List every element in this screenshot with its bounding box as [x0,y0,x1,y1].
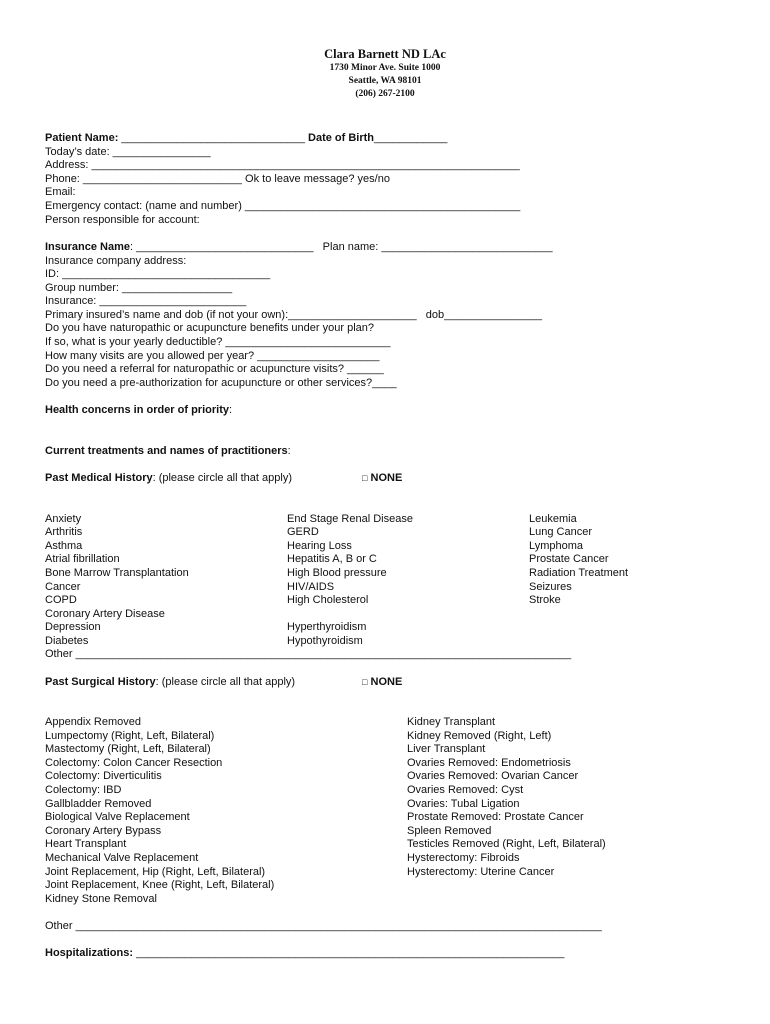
health-concerns-heading: Health concerns in order of priority: [45,404,233,416]
psh-col2-item[interactable]: Hysterectomy: Uterine Cancer [407,866,555,878]
dob-label: Date of Birth [308,132,375,144]
referral-question[interactable]: Do you need a referral for naturopathic or acupuncture visits? ______ [45,363,384,375]
psh-none-label: NONE [370,676,403,688]
pmh-col3-item[interactable]: Leukemia [529,513,577,525]
preauth-question[interactable]: Do you need a pre-authorization for acupuncture or other services?____ [45,377,397,389]
psh-col1-item[interactable]: Kidney Stone Removal [45,893,157,905]
psh-col1-item[interactable]: Colectomy: Colon Cancer Resection [45,757,223,769]
pmh-none-label: NONE [370,472,403,484]
psh-col1-item[interactable]: Joint Replacement, Knee (Right, Left, Bilateral) [45,879,275,891]
pmh-hint: : (please circle all that apply) [152,472,292,484]
pmh-col2-item[interactable]: Hearing Loss [287,540,352,552]
hospitalizations-label: Hospitalizations: [45,947,134,959]
pmh-col2-item[interactable]: High Cholesterol [287,594,369,606]
pmh-col3-item[interactable]: Stroke [529,594,561,606]
psh-col1-item[interactable]: Mastectomy (Right, Left, Bilateral) [45,743,211,755]
psh-col2-item[interactable]: Prostate Removed: Prostate Cancer [407,811,584,823]
pmh-col3-item[interactable]: Lung Cancer [529,526,592,538]
pmh-col3-item[interactable]: Radiation Treatment [529,567,629,579]
psh-col1-item[interactable]: Colectomy: IBD [45,784,122,796]
pmh-col2-item[interactable]: Hyperthyroidism [287,621,367,633]
hospitalizations-line[interactable] [45,947,564,961]
psh-col2-item[interactable]: Ovaries Removed: Endometriosis [407,757,571,769]
pmh-col2-item[interactable]: Hepatitis A, B or C [287,553,377,565]
pmh-col1-item[interactable]: Diabetes [45,635,89,647]
psh-col1-item[interactable]: Gallbladder Removed [45,798,152,810]
psh-hint: : (please circle all that apply) [155,676,296,688]
group-number-line[interactable]: Group number: __________________ [45,282,233,294]
insurance-line[interactable]: Insurance: ________________________ [45,295,247,307]
psh-col1-item[interactable]: Heart Transplant [45,838,127,850]
psh-col2-item[interactable]: Ovaries Removed: Cyst [407,784,524,796]
pmh-col1-item[interactable]: Cancer [45,581,81,593]
benefits-question: Do you have naturopathic or acupuncture benefits under your plan? [45,322,374,334]
psh-col2-item[interactable]: Spleen Removed [407,825,492,837]
pmh-col3-item[interactable]: Prostate Cancer [529,553,609,565]
primary-insured-line[interactable]: Primary insured’s name and dob (if not your own):_____________________ dob________________ [45,309,543,321]
psh-other-line[interactable]: Other ______________________________________________________________________________________ [45,920,602,932]
insurance-name-line[interactable] [45,241,553,255]
dob-blank[interactable]: ____________ [374,132,448,144]
pmh-col2-item[interactable]: GERD [287,526,319,538]
pmh-col1-item[interactable]: Bone Marrow Transplantation [45,567,189,579]
psh-col2-item[interactable]: Kidney Removed (Right, Left) [407,730,552,742]
insurance-id-line[interactable]: ID: __________________________________ [45,268,271,280]
pmh-none-checkbox[interactable]: □ [362,473,368,483]
psh-col1-item[interactable]: Colectomy: Diverticulitis [45,770,162,782]
insurance-name-rest[interactable]: : _____________________________ Plan name: ____________________________ [129,241,553,253]
email-line[interactable]: Email: [45,186,76,198]
psh-none-option[interactable] [362,676,402,690]
emergency-contact-line[interactable]: Emergency contact: (name and number) _____________________________________________ [45,200,521,212]
psh-none-checkbox[interactable]: □ [362,677,368,687]
insurance-company-address[interactable]: Insurance company address: [45,255,187,267]
pmh-heading [45,472,292,486]
address-line[interactable]: Address: ______________________________________________________________________ [45,159,520,171]
psh-col1-item[interactable]: Mechanical Valve Replacement [45,852,199,864]
pmh-label: Past Medical History [45,472,153,484]
psh-col2-item[interactable]: Testicles Removed (Right, Left, Bilateral) [407,838,606,850]
patient-name-line[interactable] [45,132,447,146]
clinic-address: 1730 Minor Ave. Suite 1000 [329,63,441,73]
pmh-col1-item[interactable]: Asthma [45,540,83,552]
pmh-col1-item[interactable]: Atrial fibrillation [45,553,120,565]
todays-date-line[interactable]: Today’s date: ________________ [45,146,211,158]
visits-question[interactable]: How many visits are you allowed per year? ____________________ [45,350,380,362]
clinic-header [0,46,770,101]
pmh-other-line[interactable]: Other _________________________________________________________________________________ [45,648,572,660]
psh-col2-item[interactable]: Ovaries: Tubal Ligation [407,798,520,810]
hospitalizations-blank[interactable]: ______________________________________________________________________ [133,947,565,959]
pmh-col3-item[interactable]: Lymphoma [529,540,584,552]
clinic-city: Seattle, WA 98101 [348,76,422,86]
current-treatments-heading: Current treatments and names of practitioners: [45,445,291,457]
deductible-question[interactable]: If so, what is your yearly deductible? ___________________________ [45,336,391,348]
pmh-col1-item[interactable]: Arthritis [45,526,83,538]
psh-col1-item[interactable]: Appendix Removed [45,716,142,728]
pmh-col2-item[interactable]: High Blood pressure [287,567,387,579]
pmh-col3-item[interactable]: Seizures [529,581,572,593]
pmh-col1-item[interactable]: Depression [45,621,101,633]
patient-name-label: Patient Name: [45,132,119,144]
pmh-col2-item[interactable]: Hypothyroidism [287,635,363,647]
pmh-col1-item[interactable]: COPD [45,594,77,606]
psh-col1-item[interactable]: Coronary Artery Bypass [45,825,162,837]
pmh-col2-item[interactable]: End Stage Renal Disease [287,513,413,525]
insurance-name-label: Insurance Name [45,241,130,253]
psh-col2-item[interactable]: Liver Transplant [407,743,486,755]
psh-col2-item[interactable]: Hysterectomy: Fibroids [407,852,520,864]
pmh-none-option[interactable] [362,472,402,486]
psh-col2-item[interactable]: Kidney Transplant [407,716,496,728]
phone-line[interactable]: Phone: __________________________ Ok to leave message? yes/no [45,173,390,185]
patient-name-blank[interactable]: ______________________________ [118,132,309,144]
clinic-phone: (206) 267-2100 [355,89,415,99]
pmh-col1-item[interactable]: Coronary Artery Disease [45,608,165,620]
psh-col1-item[interactable]: Joint Replacement, Hip (Right, Left, Bilateral) [45,866,266,878]
pmh-col2-item[interactable]: HIV/AIDS [287,581,335,593]
psh-heading [45,676,295,690]
pmh-col1-item[interactable]: Anxiety [45,513,82,525]
clinic-name: Clara Barnett ND LAc [324,47,446,61]
responsible-person-line[interactable]: Person responsible for account: [45,214,200,226]
psh-col1-item[interactable]: Biological Valve Replacement [45,811,190,823]
psh-col1-item[interactable]: Lumpectomy (Right, Left, Bilateral) [45,730,215,742]
psh-col2-item[interactable]: Ovaries Removed: Ovarian Cancer [407,770,579,782]
psh-label: Past Surgical History [45,676,156,688]
